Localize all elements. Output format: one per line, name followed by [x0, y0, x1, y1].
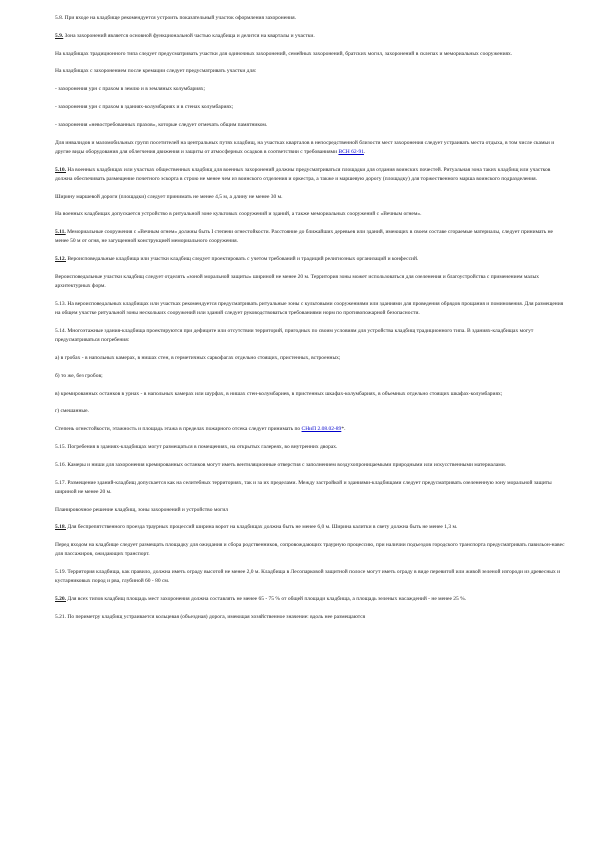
paragraph: [55, 354, 566, 363]
document-body: [55, 14, 566, 622]
paragraph-text: 5.17. Размещение зданий-кладбищ допускается как на селитебных территориях, так и за их пределами. Между застройкой и зданиями-кладбищами следует предусматривать озелененную зону моральной защиты шириной не менее 20 м.: [55, 479, 552, 495]
paragraph: [55, 300, 566, 318]
paragraph: [55, 193, 566, 202]
paragraph: [55, 390, 566, 399]
clause-number: 5.18.: [55, 524, 66, 531]
paragraph: [55, 121, 566, 130]
paragraph: [55, 523, 566, 532]
paragraph-text: 5.14. Многоэтажные здания-кладбища проектируются при дефиците или отсутствии территорий, пригодных по своим условиям для устройства кладбищ традиционного типа. В зданиях-кладбищах могут предусматриваться погребения:: [55, 327, 534, 344]
paragraph-text: - захоронения урн с прахом в зданиях-колумбариях и в стенах колумбариях;: [55, 103, 234, 110]
paragraph: [55, 461, 566, 470]
paragraph-text: Для инвалидов и маломобильных групп посетителей на центральных путях кладбищ, на участках кварталов в непосредственной близости мест захоронения следует устраивать места отдыха, в том числе скамьи и другие виды оборудования для облегчения движения и защиты от атмосферных осадков в соответствии с требованиями: [55, 139, 555, 155]
paragraph-text: Для беспрепятственного проезда траурных процессий ширина ворот на кладбищах должна быть не менее 6,0 м. Ширина калитки в свету должна быть не менее 1,3 м.: [66, 524, 458, 531]
clause-number: 5.9.: [55, 32, 64, 39]
paragraph-text: 5.21. По периметру кладбищ устраивается кольцевая (объездная) дорога, имеющая хозяйственное значение: вдоль нее размещаются: [55, 613, 366, 620]
paragraph: [55, 255, 566, 264]
paragraph: [55, 479, 566, 497]
paragraph-text: На военных кладбищах или участках общественных кладбищ для военных захоронений должны предусматриваться площадки для отдания воинских почестей. Ритуальная зона таких кладбищ или участков должна обеспечивать размещение почетного эскорта в строю не менее чем из воинского отделения и оркестра, а также и маршевую дорогу (площадку) для торжественного марша воинского подразделения.: [55, 166, 551, 182]
paragraph-text: Для всех типов кладбищ площадь мест захоронения должна составлять не менее 65 - 75 % от общей площади кладбища, а площадь зеленых насаждений - не менее 25 %.: [66, 596, 467, 603]
paragraph-suffix: .: [363, 148, 366, 155]
paragraph-text: Перед входом на кладбище следует размещать площадку для ожидания и сбора родственников, сопровождающих траурную процессию, при наличии подъездов городского транспорта предусматривать павильон-навес для пассажиров, ожидающих транспорт.: [55, 542, 565, 558]
paragraph-text: 5.15. Погребения в зданиях-кладбищах могут размещаться в помещениях, на открытых галереях, во внутренних дворах.: [55, 443, 338, 450]
paragraph-text: 5.13. На вероисповедальных кладбищах или участках рекомендуется предусматривать ритуальные зоны с культовыми сооружениями или зданиями для проведения обрядов прощания и поминовения. Для размещения на общем участке ритуальной зоны нескольких сооружений или зданий следует руководствоваться требованиями норм по противопожарной безопасности.: [55, 300, 564, 317]
paragraph: [55, 425, 566, 434]
paragraph: [55, 67, 566, 76]
paragraph: [55, 166, 566, 184]
paragraph-text: 5.8. При входе на кладбище рекомендуется устроить показательный участок оформления захоронения.: [55, 15, 296, 21]
paragraph: [55, 407, 566, 416]
paragraph: [55, 372, 566, 381]
paragraph-text: Ширину маршевой дороги (площадки) следует принимать не менее 4,5 м, а длину не менее 30 м.: [55, 193, 283, 200]
paragraph: [55, 103, 566, 112]
paragraph-text: в) кремированных останков в урнах - в напольных камерах или шурфах, в нишах стен-колумбариев, в пристенных шкафах-колумбариях, в объемных отдельно стоящих шкафах-колумбариях;: [55, 390, 503, 397]
clause-number: 5.11.: [55, 229, 66, 236]
paragraph: [55, 273, 566, 291]
paragraph: [55, 568, 566, 586]
paragraph-text: Зона захоронений является основной функциональной частью кладбища и делится на кварталы и участки.: [63, 32, 315, 39]
paragraph: [55, 228, 566, 246]
paragraph-text: г) смешанные.: [55, 408, 89, 415]
paragraph: [55, 541, 566, 559]
paragraph: [55, 32, 566, 41]
paragraph: [55, 327, 566, 345]
paragraph: [55, 50, 566, 59]
reference-link[interactable]: ВСН 62-91: [338, 148, 364, 155]
paragraph-text: 5.16. Камеры и ниши для захоронения кремированных останков могут иметь вентиляционные отверстия с заполнением воздухопроницаемыми природными или искусственными материалами.: [55, 461, 507, 468]
clause-number: 5.20.: [55, 596, 66, 603]
paragraph-text: а) в гробах - в напольных камерах, в нишах стен, в герметичных саркофагах отдельно стоящих, пристенных, встроенных;: [55, 354, 341, 361]
paragraph: [55, 85, 566, 94]
paragraph-text: Вероисповедальные кладбища или участки кладбищ следует проектировать с учетом требований и традиций религиозных организаций и конфессий.: [66, 256, 419, 263]
paragraph-text: 5.19. Территория кладбища, как правило, должна иметь ограду высотой не менее 2,0 м. Кладбища в Лесопарковой защитной полосе могут иметь ограду в виде перевитой или живой зеленой изгороди из древесных и кустарниковых пород и рва, глубиной 60 - 80 см.: [55, 569, 561, 585]
paragraph-text: Степень огнестойкости, этажность и площадь этажа в пределах пожарного отсека следует принимать по: [55, 426, 302, 433]
paragraph: [55, 506, 566, 515]
paragraph-text: б) то же, без гробов;: [55, 372, 103, 379]
paragraph-text: На кладбищах с захоронением после кремации следует предусматривать участки для:: [55, 68, 257, 75]
paragraph-text: - захоронения урн с прахом в землю и в земляных колумбариях;: [55, 86, 206, 93]
paragraph: [55, 210, 566, 219]
paragraph-suffix: *.: [341, 426, 346, 433]
paragraph: [55, 613, 566, 622]
paragraph-text: На военных кладбищах допускается устройство в ритуальной зоне культовых сооружений и зданий, а также мемориальных сооружений с «Вечным огнем».: [55, 211, 422, 218]
clause-number: 5.10.: [55, 166, 66, 173]
paragraph-text: Вероисповедальные участки кладбищ следует отделять «зоной моральной защиты» шириной не менее 20 м. Территория зоны может использоваться для озеленения и благоустройства с применением малых архитектурных форм.: [55, 273, 539, 290]
paragraph: [55, 139, 566, 157]
paragraph: [55, 595, 566, 604]
paragraph-text: На кладбищах традиционного типа следует предусматривать участки для одиночных захоронений, семейных захоронений, братских могил, захоронений в склепах и мемориальных сооружениях.: [55, 50, 513, 57]
paragraph-text: Планировочное решение кладбищ, зоны захоронений и устройство могил: [55, 506, 229, 513]
clause-number: 5.12.: [55, 256, 66, 263]
paragraph: [55, 14, 566, 23]
paragraph-text: Мемориальные сооружения с «Вечным огнем» должны быть I степени огнестойкости. Расстояние до ближайших деревьев или зданий, имеющих в своем составе сгораемые материалы, следует принимать не менее 50 м от огня, не загущенной конструкцией мемориального сооружения.: [55, 229, 553, 245]
reference-link[interactable]: СНиП 2.08.02-89: [301, 426, 342, 433]
paragraph: [55, 443, 566, 452]
paragraph-text: - захоронения «невостребованных прахов», которые следует отмечать общим памятником.: [55, 121, 268, 128]
